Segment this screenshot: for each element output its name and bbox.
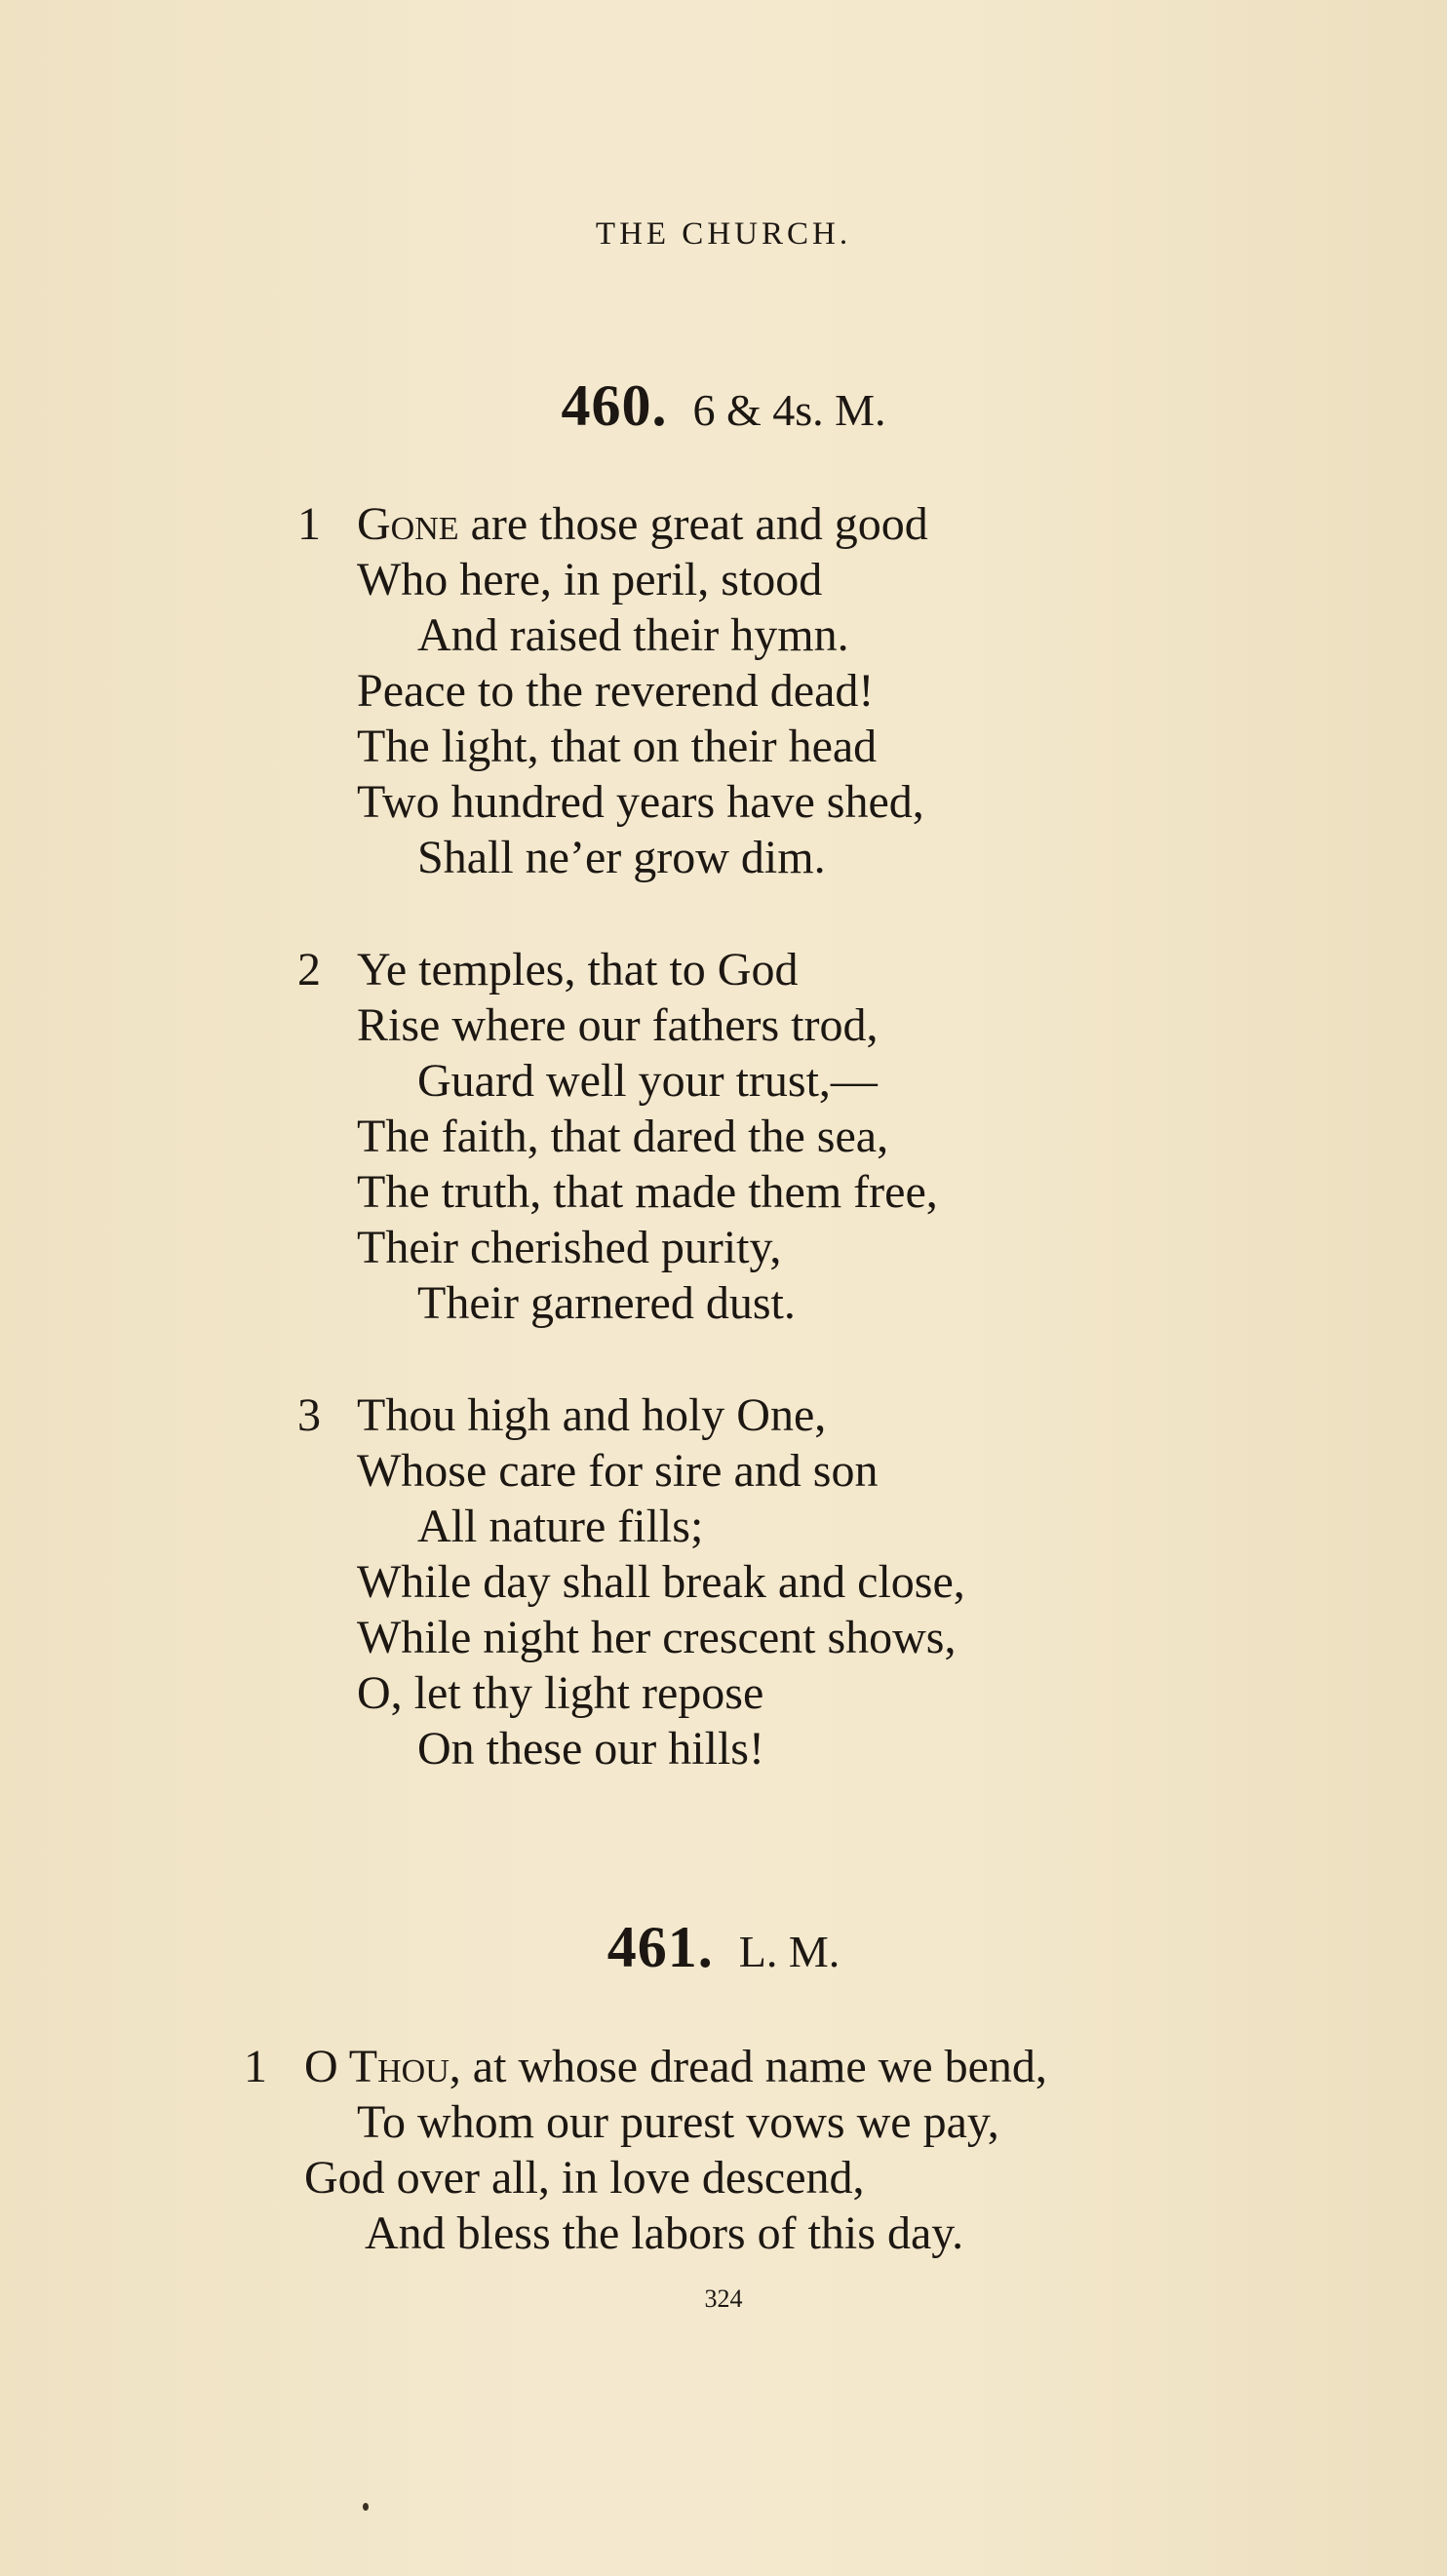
verse-line: Their garnered dust. <box>417 1277 796 1329</box>
hymn-meter: 6 & 4s. M. <box>692 385 886 435</box>
hymn-460-heading <box>0 372 1447 440</box>
verse-line: O, let thy light repose <box>357 1667 764 1719</box>
running-head: THE CHURCH. <box>595 216 852 252</box>
stanza-number: 1 <box>297 498 321 550</box>
verse-line: And bless the labors of this day. <box>365 2207 964 2259</box>
verse-line: O Thou, at whose dread name we bend, <box>304 2041 1047 2092</box>
verse-line: All nature fills; <box>417 1501 704 1552</box>
verse-line: Two hundred years have shed, <box>357 776 924 828</box>
stanza-number: 1 <box>244 2041 267 2092</box>
stanza-number: 3 <box>297 1389 321 1441</box>
hymn-461-heading <box>0 1914 1447 1981</box>
verse-line: God over all, in love descend, <box>304 2152 865 2204</box>
verse-line: Their cherished purity, <box>357 1222 782 1273</box>
verse-line: Shall ne’er grow dim. <box>417 832 826 883</box>
verse-line: The faith, that dared the sea, <box>357 1111 889 1162</box>
page-number: 324 <box>704 2284 743 2313</box>
verse-line: The light, that on their head <box>357 721 878 772</box>
verse-line: Gone are those great and good <box>357 498 928 550</box>
verse-line: While night her crescent shows, <box>357 1612 957 1663</box>
hymn-number: 461. <box>606 1915 714 1979</box>
verse-line: On these our hills! <box>417 1723 764 1775</box>
verse-line: Whose care for sire and son <box>357 1445 879 1497</box>
print-speck <box>363 2503 369 2511</box>
verse-line: Thou high and holy One, <box>357 1389 827 1441</box>
verse-line: While day shall break and close, <box>357 1556 965 1608</box>
verse-line: To whom our purest vows we pay, <box>357 2096 999 2148</box>
verse-line: The truth, that made them free, <box>357 1166 938 1218</box>
verse-line: Guard well your trust,— <box>417 1055 878 1107</box>
verse-line: Who here, in peril, stood <box>357 554 823 605</box>
verse-line: And raised their hymn. <box>417 609 849 661</box>
verse-line: Ye temples, that to God <box>357 944 799 995</box>
hymn-meter: L. M. <box>738 1927 841 1976</box>
verse-line: Rise where our fathers trod, <box>357 999 879 1051</box>
stanza-number: 2 <box>297 944 321 995</box>
verse-line: Peace to the reverend dead! <box>357 665 875 717</box>
hymn-number: 460. <box>561 373 668 438</box>
